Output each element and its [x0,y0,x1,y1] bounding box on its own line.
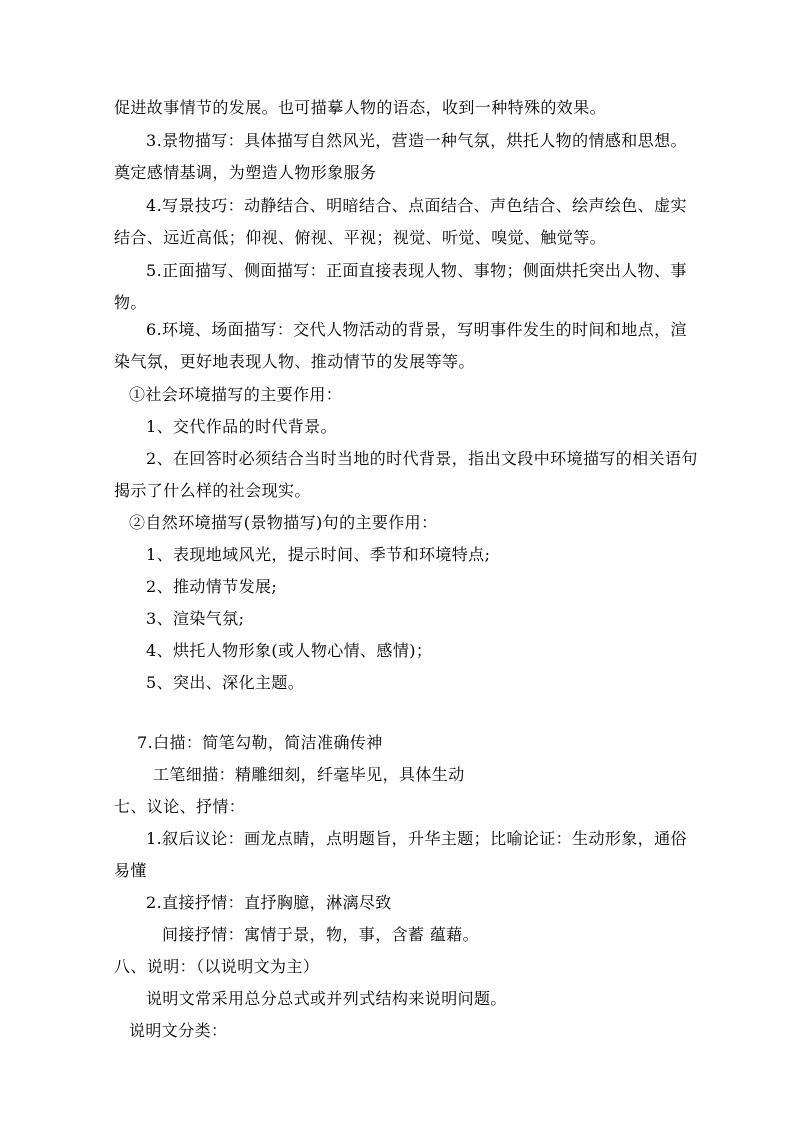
text-line: 1、表现地域风光，提示时间、季节和环境特点; [146,545,491,564]
section-heading: 八、说明：（以说明文为主） [114,957,320,976]
text-line: 揭示了什么样的社会现实。 [114,481,311,500]
text-line: 5.正面描写、侧面描写：正面直接表现人物、事物；侧面烘托突出人物、事 [146,261,687,280]
section-heading: 七、议论、抒情： [114,797,246,816]
text-line: 4.写景技巧：动静结合、明暗结合、点面结合、声色结合、绘声绘色、虚实 [146,196,687,215]
text-line: 1.叙后议论：画龙点睛，点明题旨，升华主题；比喻论证：生动形象，通俗 [146,829,687,848]
text-line: 染气氛，更好地表现人物、推动情节的发展等等。 [114,352,475,371]
text-line: 结合、远近高低；仰视、俯视、平视；视觉、听觉、嗅觉、触觉等。 [114,228,607,247]
text-line: 5、突出、深化主题。 [146,673,305,692]
text-line: 2、推动情节发展; [146,577,278,596]
text-line: 2、在回答时必须结合当时当地的时代背景，指出文段中环境描写的相关语句 [146,449,698,468]
text-line: 4、烘托人物形象(或人物心情、感情)； [146,641,433,660]
text-line: 促进故事情节的发展。也可描摹人物的语态，收到一种特殊的效果。 [114,98,607,117]
text-line: 6.环境、场面描写：交代人物活动的背景，写明事件发生的时间和地点，渲 [146,320,687,339]
text-line: 3、渲染气氛; [146,609,245,628]
section-heading: ②自然环境描写(景物描写)句的主要作用： [129,513,438,532]
text-line: 1、交代作品的时代背景。 [146,417,337,436]
text-line: 工笔细描：精雕细刻，纤毫毕见，具体生动 [153,765,465,784]
text-line: 易懂 [114,861,147,880]
section-heading: ①社会环境描写的主要作用： [129,385,343,404]
text-line: 奠定感情基调，为塑造人物形象服务 [114,163,377,182]
text-line: 3.景物描写：具体描写自然风光，营造一种气氛，烘托人物的情感和思想。 [146,131,687,150]
text-line: 说明文分类： [129,1021,228,1040]
text-line: 物。 [114,293,147,312]
text-line: 2.直接抒情：直抒胸臆，淋漓尽致 [146,893,392,912]
text-line: 说明文常采用总分总式或并列式结构来说明问题。 [146,989,507,1008]
text-line: 间接抒情：寓情于景，物，事，含蓄 蕴藉。 [162,925,480,944]
text-line: 7.白描：简笔勾勒，简洁准确传神 [137,733,383,752]
